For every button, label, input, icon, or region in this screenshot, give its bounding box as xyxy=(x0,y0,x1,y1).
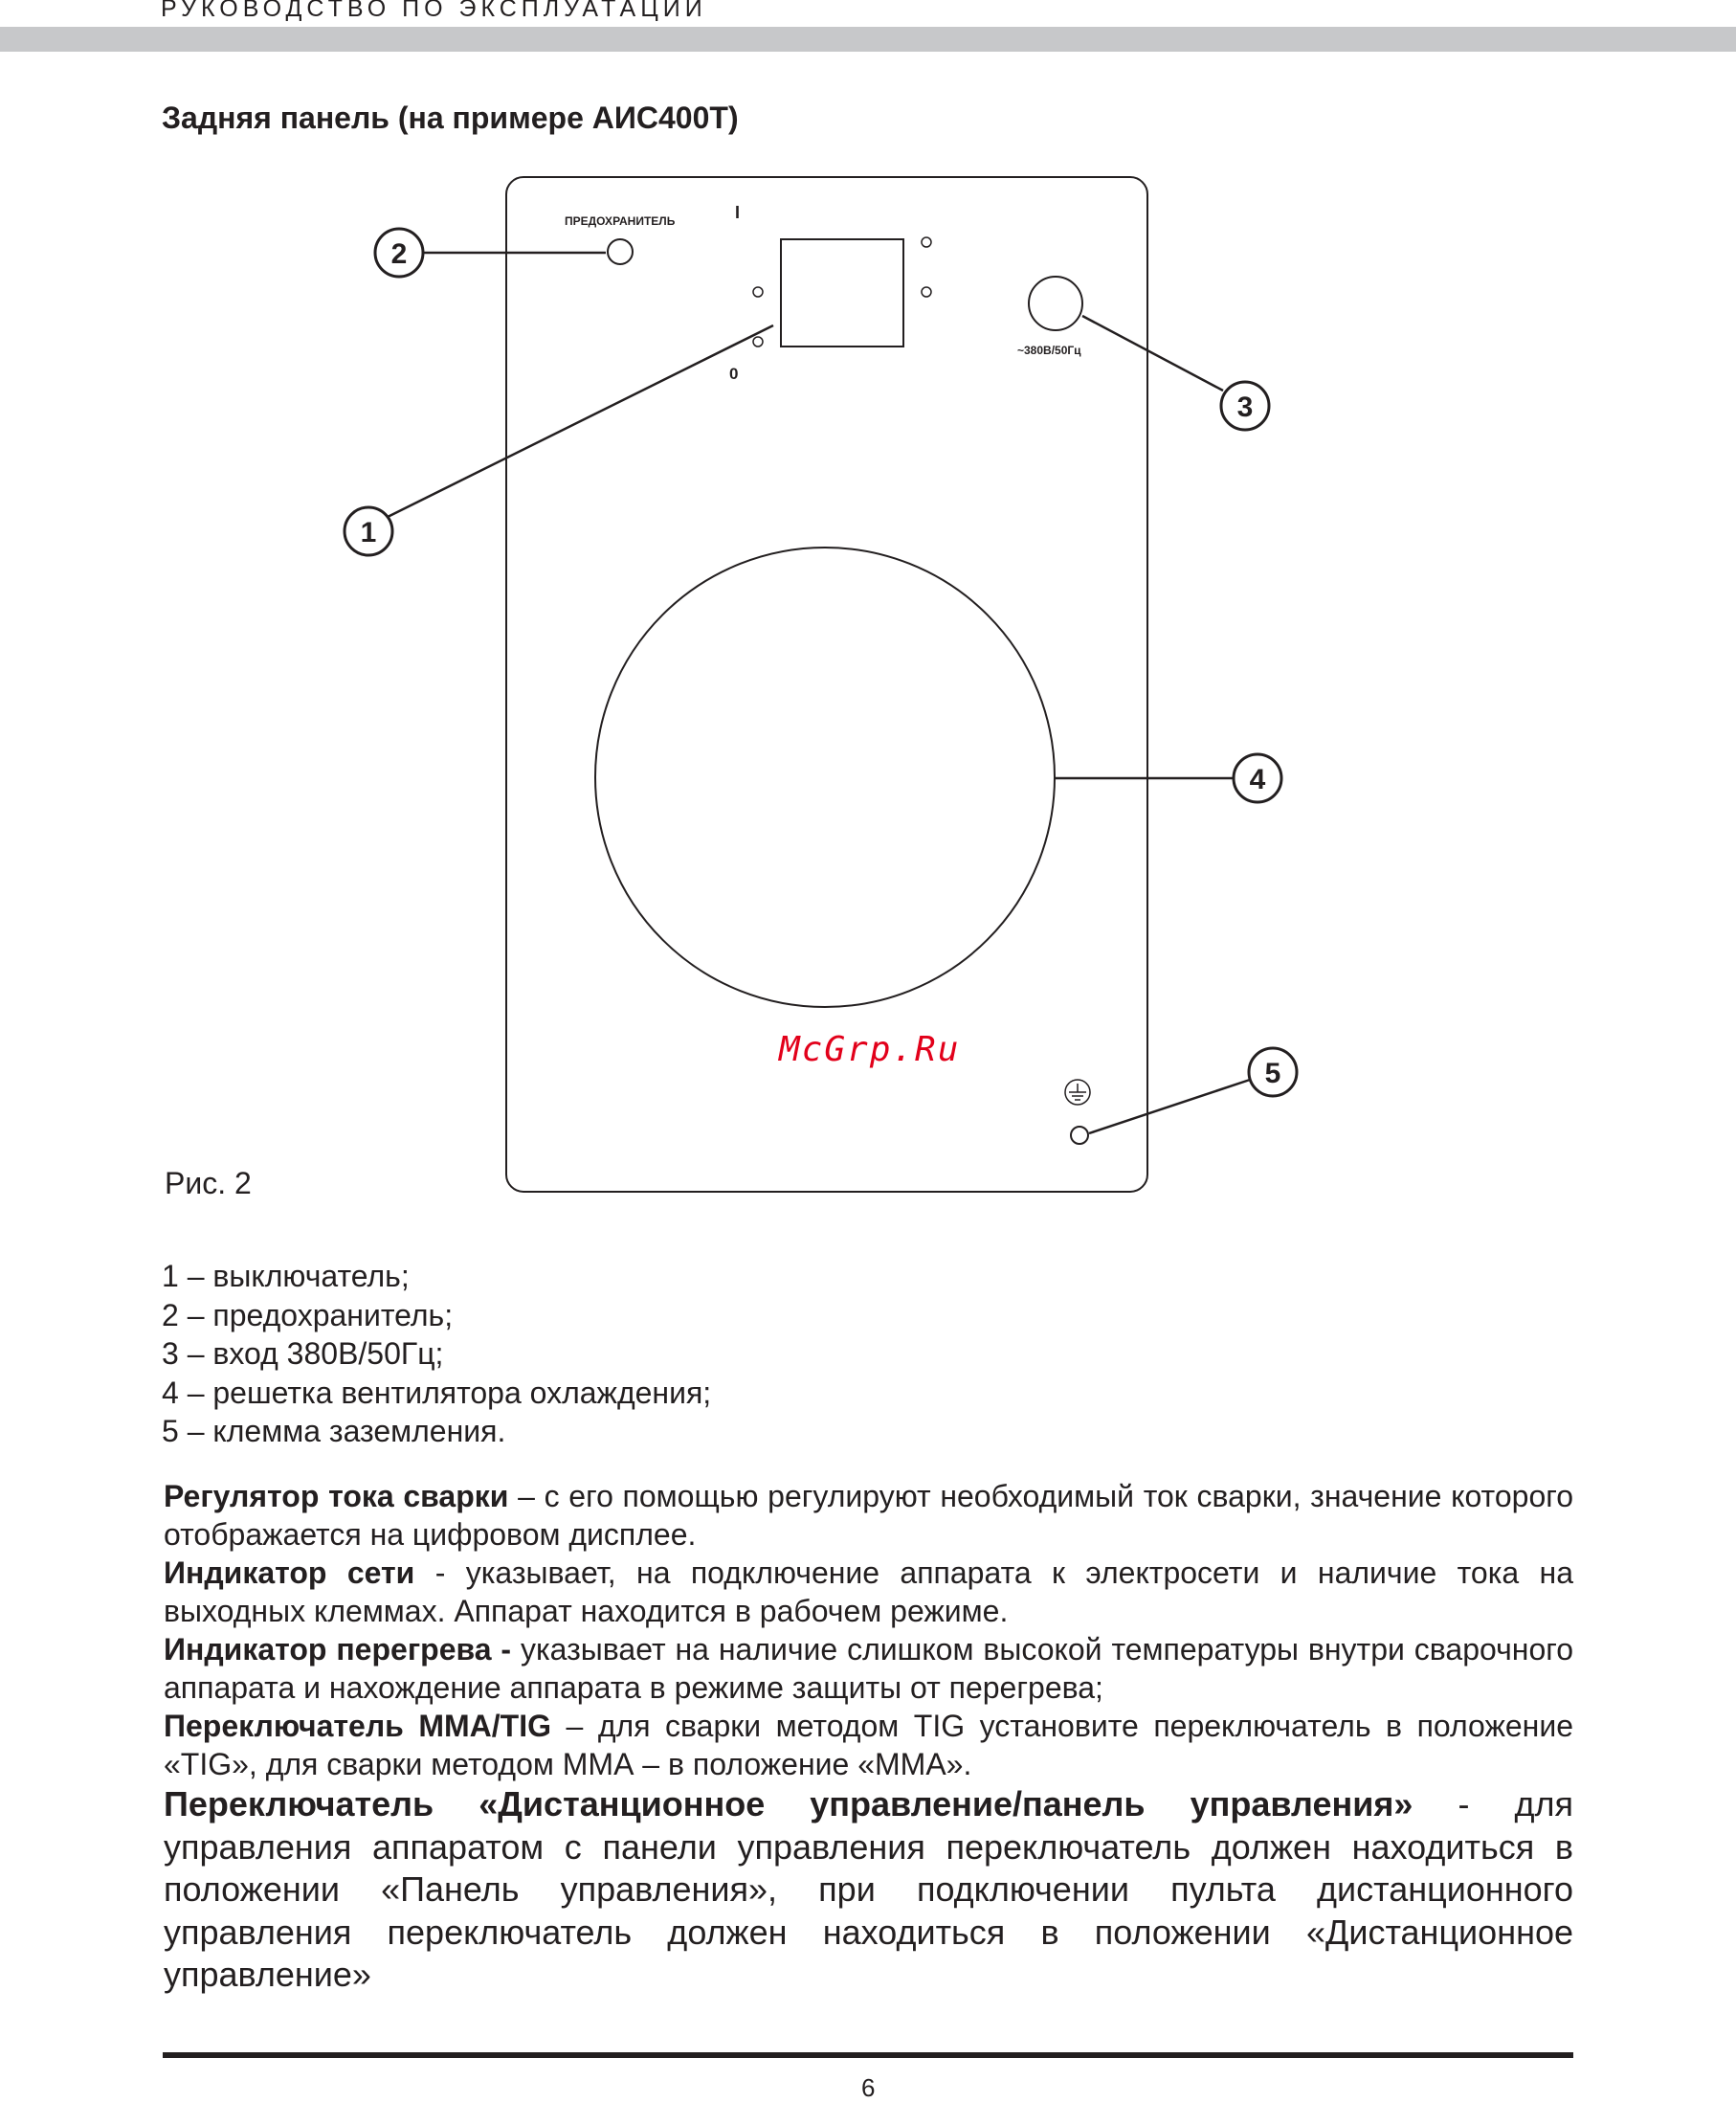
definition: - для управления аппаратом с панели управления переключатель должен находиться в положении «Панель управления», при подключении пульта дистанционного управления переключатель должен находиться в положении «Дистанционное управление» xyxy=(164,1784,1573,1994)
legend-item: 2 – предохранитель; xyxy=(162,1297,454,1332)
paragraph-overheat-indicator xyxy=(164,1630,1573,1707)
fuse-holder xyxy=(608,239,633,264)
switch-screw xyxy=(753,337,763,347)
legend-item: 1 – выключатель; xyxy=(162,1259,410,1293)
legend-item: 5 – клемма заземления. xyxy=(162,1414,506,1448)
paragraph-mma-tig-switch xyxy=(164,1707,1573,1783)
power-input-label: ~380В/50Гц xyxy=(1017,344,1081,357)
power-switch xyxy=(781,239,903,347)
callout-1 xyxy=(345,507,392,555)
switch-off-label: 0 xyxy=(729,365,739,383)
leader-line-1 xyxy=(388,325,773,517)
switch-screw xyxy=(922,287,931,297)
paragraph-current-regulator xyxy=(164,1477,1573,1554)
header-title: РУКОВОДСТВО ПО ЭКСПЛУАТАЦИИ xyxy=(161,0,707,22)
definition: – с его помощью регулируют необходимый ток сварки, значение которого отображается на цифровом дисплее. xyxy=(164,1479,1574,1552)
legend-item: 3 – вход 380В/50Гц; xyxy=(162,1336,444,1371)
switch-screw xyxy=(753,287,763,297)
watermark: McGrp.Ru xyxy=(779,1030,961,1069)
callout-5 xyxy=(1249,1048,1297,1096)
svg-text:1: 1 xyxy=(360,517,377,548)
callout-3 xyxy=(1221,382,1269,430)
term: Переключатель ММА/TIG xyxy=(164,1709,551,1743)
page-number: 6 xyxy=(861,2073,876,2102)
definition: – для сварки методом TIG установите переключатель в положение «TIG», для сварки методом ММА – в положение «ММА». xyxy=(164,1709,1574,1781)
cooling-fan-grille xyxy=(595,548,1055,1007)
definition: указывает на наличие слишком высокой температуры внутри сварочного аппарата и нахождение аппарата в режиме защиты от перегрева; xyxy=(164,1632,1574,1705)
power-input-socket xyxy=(1029,277,1082,330)
ground-terminal xyxy=(1071,1127,1088,1144)
callout-2 xyxy=(375,229,423,277)
footer-rule xyxy=(163,2052,1573,2058)
section-heading: Задняя панель (на примере АИС400Т) xyxy=(162,101,739,135)
svg-text:3: 3 xyxy=(1236,392,1254,423)
switch-screw xyxy=(922,237,931,247)
ground-symbol-icon xyxy=(1065,1080,1090,1105)
term: Регулятор тока сварки xyxy=(164,1479,509,1513)
svg-text:5: 5 xyxy=(1264,1058,1281,1089)
callout-4 xyxy=(1234,754,1281,802)
figure-legend xyxy=(162,1257,711,1451)
definition: - указывает, на подключение аппарата к электросети и наличие тока на выходных клеммах. Аппарат находится в рабочем режиме. xyxy=(164,1555,1574,1628)
svg-text:2: 2 xyxy=(390,238,408,270)
leader-line-5 xyxy=(1089,1080,1250,1133)
paragraph-remote-switch xyxy=(164,1783,1573,1997)
fuse-label: ПРЕДОХРАНИТЕЛЬ xyxy=(565,214,676,228)
legend-item: 4 – решетка вентилятора охлаждения; xyxy=(162,1375,712,1410)
description-text xyxy=(164,1477,1573,1997)
switch-on-label: I xyxy=(735,203,741,222)
svg-text:4: 4 xyxy=(1249,764,1266,795)
term: Индикатор перегрева - xyxy=(164,1632,512,1667)
term: Переключатель «Дистанционное управление/панель управления» xyxy=(164,1784,1413,1823)
paragraph-network-indicator xyxy=(164,1554,1573,1630)
figure-caption: Рис. 2 xyxy=(165,1166,252,1200)
term: Индикатор сети xyxy=(164,1555,415,1590)
leader-line-3 xyxy=(1082,316,1223,391)
